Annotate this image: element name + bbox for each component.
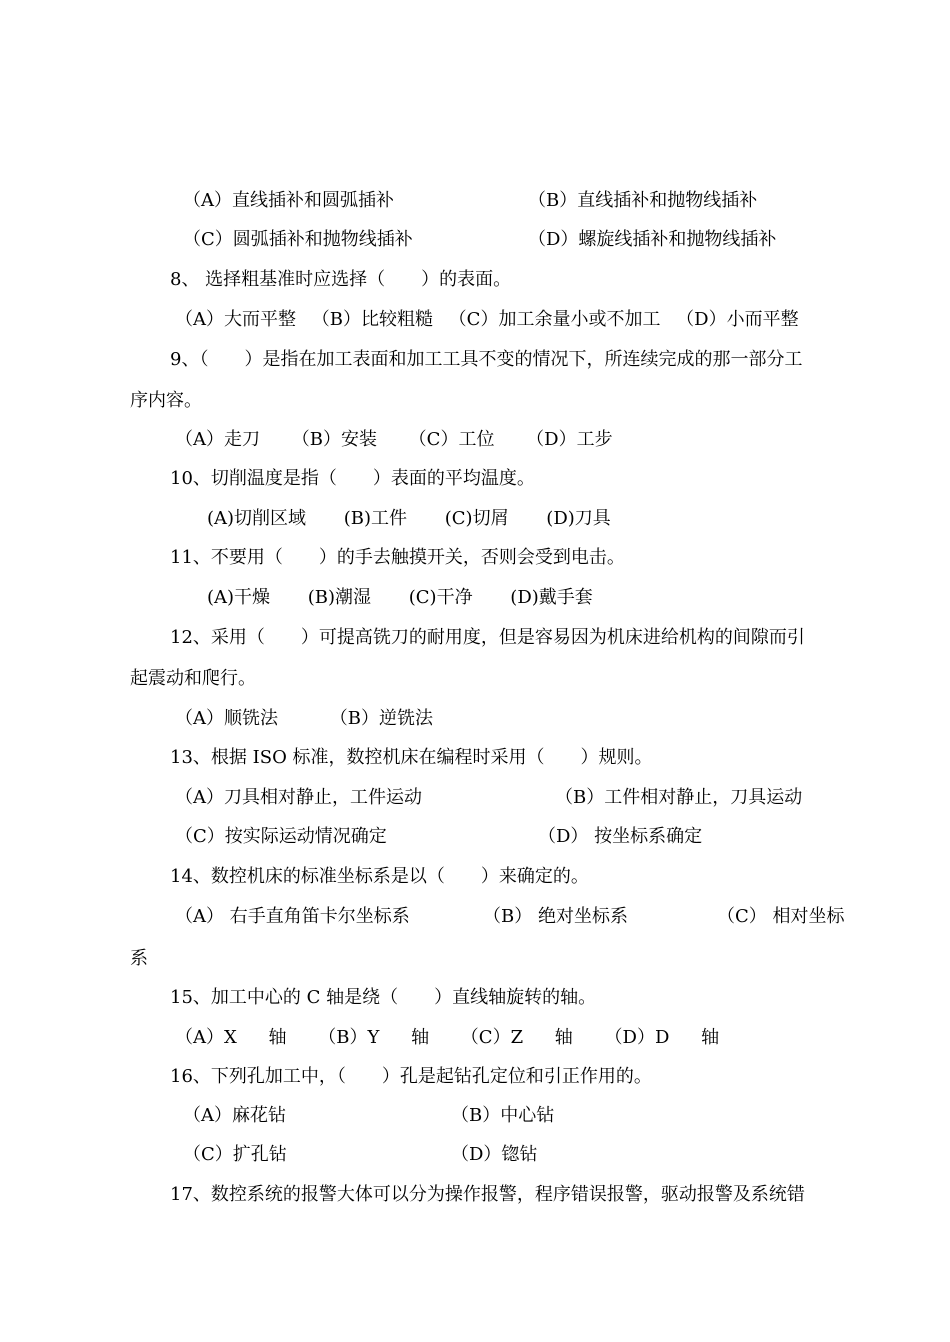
q16-option-b: （B）中心钻 [451, 1105, 555, 1126]
q13-option-a: （A）刀具相对静止，工件运动 [175, 787, 422, 808]
q13-option-d: （D） 按坐标系确定 [538, 826, 703, 847]
q12-question-cont: 起震动和爬行。 [130, 668, 256, 689]
q8-options: （A）大而平整 （B）比较粗糙 （C）加工余量小或不加工 （D）小而平整 [175, 309, 799, 330]
q16-option-d: （D）锪钻 [451, 1144, 538, 1165]
q13-option-b: （B）工件相对静止，刀具运动 [555, 787, 803, 808]
q7-option-a: （A）直线插补和圆弧插补 [183, 190, 394, 211]
q12-question: 12、采用（ ）可提高铣刀的耐用度，但是容易因为机床进给机构的间隙而引 [170, 627, 805, 648]
q13-question: 13、根据 ISO 标准，数控机床在编程时采用（ ）规则。 [170, 747, 653, 768]
q7-option-b: （B）直线插补和抛物线插补 [528, 190, 758, 211]
q11-options: (A)干燥 (B)潮湿 (C)干净 (D)戴手套 [207, 587, 593, 608]
q14-question: 14、数控机床的标准坐标系是以（ ）来确定的。 [170, 866, 589, 887]
q10-question: 10、切削温度是指（ ）表面的平均温度。 [170, 468, 535, 489]
q12-options: （A）顺铣法 （B）逆铣法 [175, 708, 433, 729]
q14-option-c: （C） 相对坐标 [717, 906, 845, 927]
q11-question: 11、不要用（ ）的手去触摸开关，否则会受到电击。 [170, 547, 625, 568]
q16-option-c: （C）扩孔钻 [183, 1144, 287, 1165]
q7-option-c: （C）圆弧插补和抛物线插补 [183, 229, 413, 250]
q15-question: 15、加工中心的 C 轴是绕（ ）直线轴旋转的轴。 [170, 987, 597, 1008]
q14-option-b: （B） 绝对坐标系 [483, 906, 628, 927]
q9-options: （A）走刀 （B）安装 （C）工位 （D）工步 [175, 429, 613, 450]
q9-question: 9、（ ）是指在加工表面和加工工具不变的情况下，所连续完成的那一部分工 [170, 349, 803, 370]
q10-options: (A)切削区域 (B)工件 (C)切屑 (D)刀具 [207, 508, 611, 529]
q14-option-a: （A） 右手直角笛卡尔坐标系 [175, 906, 410, 927]
q17-question: 17、数控系统的报警大体可以分为操作报警，程序错误报警，驱动报警及系统错 [170, 1184, 805, 1205]
q9-question-cont: 序内容。 [130, 390, 202, 411]
q7-option-d: （D）螺旋线插补和抛物线插补 [528, 229, 777, 250]
q16-option-a: （A）麻花钻 [183, 1105, 286, 1126]
q16-question: 16、下列孔加工中，（ ）孔是起钻孔定位和引正作用的。 [170, 1066, 652, 1087]
q13-option-c: （C）按实际运动情况确定 [175, 826, 387, 847]
q14-option-c-cont: 系 [130, 948, 148, 969]
q8-question: 8、 选择粗基准时应选择（ ）的表面。 [170, 269, 512, 290]
q15-options: （A）X 轴 （B）Y 轴 （C）Z 轴 （D）D 轴 [175, 1027, 720, 1048]
